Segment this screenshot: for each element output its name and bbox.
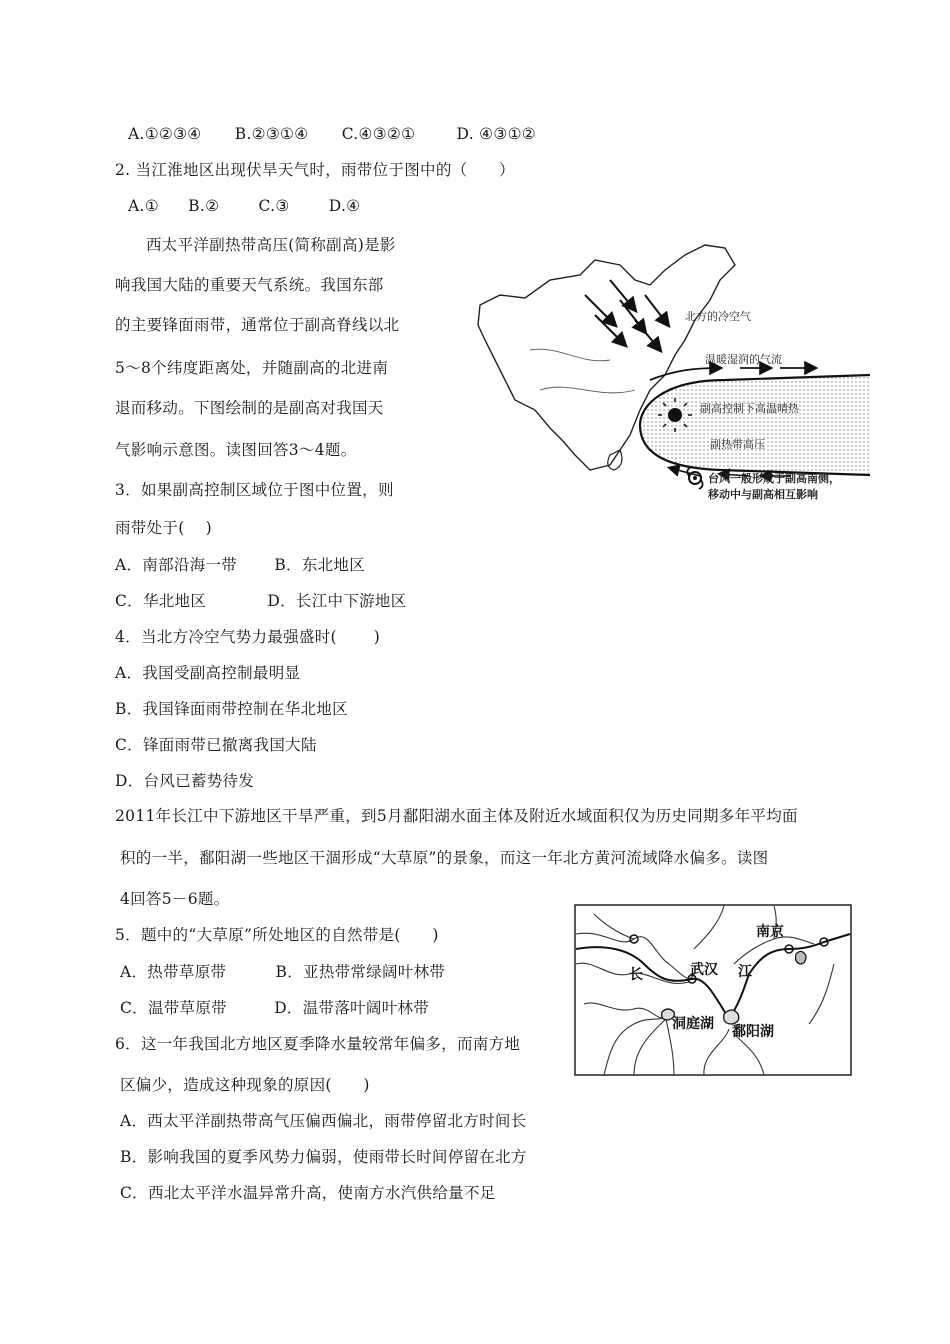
q2-options bbox=[128, 196, 360, 216]
high-label: 副热带高压 bbox=[710, 438, 765, 451]
q1-option-c: C.④③②① bbox=[341, 125, 416, 143]
q3-option-c: C．华北地区 bbox=[115, 592, 207, 610]
q2-option-b: B.② bbox=[188, 197, 220, 215]
q2-option-d: D.④ bbox=[328, 197, 361, 215]
q5-options-cd bbox=[120, 998, 429, 1018]
q3-option-b: B．东北地区 bbox=[274, 556, 366, 574]
q1-option-b: B.②③①④ bbox=[234, 125, 309, 143]
q6-stem-line2: 区偏少，造成这种现象的原因( ) bbox=[120, 1076, 370, 1094]
q2-option-a: A.① bbox=[128, 197, 159, 215]
cold-air-label: 北方的冷空气 bbox=[685, 310, 751, 323]
q6-option-b: B．影响我国的夏季风势力偏弱，使雨带长时间停留在北方 bbox=[120, 1148, 527, 1166]
intro-3-4-line: 气影响示意图。读图回答3～4题。 bbox=[115, 441, 357, 459]
poyang-lake bbox=[724, 1010, 739, 1024]
intro-3-4-line: 退而移动。下图绘制的是副高对我国天 bbox=[115, 399, 384, 417]
q5-option-d: D．温带落叶阔叶林带 bbox=[274, 999, 430, 1017]
chang-label: 长 bbox=[629, 967, 643, 983]
q6-stem-line1: 6．这一年我国北方地区夏季降水量较常年偏多，而南方地 bbox=[115, 1035, 521, 1053]
q5-option-a: A．热带草原带 bbox=[120, 963, 227, 981]
q3-stem-line1: 3．如果副高控制区域位于图中位置，则 bbox=[115, 481, 394, 499]
intro-5-6-line: 积的一半，鄱阳湖一些地区干涸形成“大草原”的景象，而这一年北方黄河流域降水偏多。读图 bbox=[120, 849, 769, 867]
q6-option-c: C．西北太平洋水温异常升高，使南方水汽供给量不足 bbox=[120, 1184, 496, 1202]
q4-option-c: C．锋面雨带已撤离我国大陆 bbox=[115, 736, 317, 754]
intro-5-6-line: 4回答5－6题。 bbox=[120, 890, 230, 908]
subtropical-high-area bbox=[640, 375, 870, 475]
nanjing-label: 南京 bbox=[756, 924, 784, 940]
q4-option-b: B．我国锋面雨带控制在华北地区 bbox=[115, 700, 348, 718]
q1-option-a: A.①②③④ bbox=[128, 125, 202, 143]
cold-air-arrows bbox=[585, 280, 668, 350]
q4-option-d: D．台风已蓄势待发 bbox=[115, 772, 255, 790]
q5-options-ab bbox=[120, 962, 445, 982]
q1-options bbox=[128, 124, 536, 144]
warm-flow-label: 温暖湿润的气流 bbox=[705, 353, 782, 366]
intro-3-4-line: 5～8个纬度距离处，并随副高的北进南 bbox=[115, 359, 389, 377]
q6-option-a: A．西太平洋副热带高气压偏西偏北，雨带停留北方时间长 bbox=[120, 1112, 527, 1130]
q1-option-d: D. ④③①② bbox=[456, 125, 536, 143]
typhoon-label-2: 移动中与副高相互影响 bbox=[708, 488, 818, 501]
yangtze-map bbox=[574, 904, 852, 1076]
q3-stem-line2: 雨带处于( ) bbox=[115, 519, 212, 537]
control-label: 副高控制下高温晴热 bbox=[700, 402, 799, 415]
q5-option-c: C．温带草原带 bbox=[120, 999, 227, 1017]
q4-option-a: A．我国受副高控制最明显 bbox=[115, 664, 301, 682]
typhoon-label-1: 台风一般形成于副高南侧， bbox=[708, 472, 840, 485]
intro-3-4-line: 的主要锋面雨带，通常位于副高脊线以北 bbox=[115, 316, 400, 334]
q3-option-d: D．长江中下游地区 bbox=[267, 592, 407, 610]
sun-icon bbox=[668, 408, 682, 422]
dongting-label: 洞庭湖 bbox=[672, 1016, 714, 1032]
typhoon-icon bbox=[687, 467, 702, 489]
q5-stem: 5．题中的“大草原”所处地区的自然带是( ) bbox=[115, 926, 439, 944]
q2-stem: 2. 当江淮地区出现伏旱天气时，雨带位于图中的（ ） bbox=[115, 161, 515, 179]
intro-3-4-line: 响我国大陆的重要天气系统。我国东部 bbox=[115, 276, 384, 294]
intro-3-4-line: 西太平洋副热带高压(简称副高)是影 bbox=[146, 236, 396, 254]
q3-option-a: A．南部沿海一带 bbox=[115, 556, 238, 574]
q4-stem: 4．当北方冷空气势力最强盛时( ) bbox=[115, 628, 381, 646]
q5-option-b: B．亚热带常绿阔叶林带 bbox=[275, 963, 446, 981]
poyang-label: 鄱阳湖 bbox=[732, 1024, 774, 1040]
intro-5-6-line: 2011年长江中下游地区干旱严重，到5月鄱阳湖水面主体及附近水域面积仅为历史同期多年平均面 bbox=[115, 807, 798, 825]
q3-options-ab bbox=[115, 555, 365, 575]
q2-option-c: C.③ bbox=[258, 197, 290, 215]
wuhan-label: 武汉 bbox=[690, 962, 718, 978]
subtropical-high-map bbox=[470, 240, 870, 515]
jiang-label: 江 bbox=[738, 964, 752, 980]
q3-options-cd bbox=[115, 591, 407, 611]
